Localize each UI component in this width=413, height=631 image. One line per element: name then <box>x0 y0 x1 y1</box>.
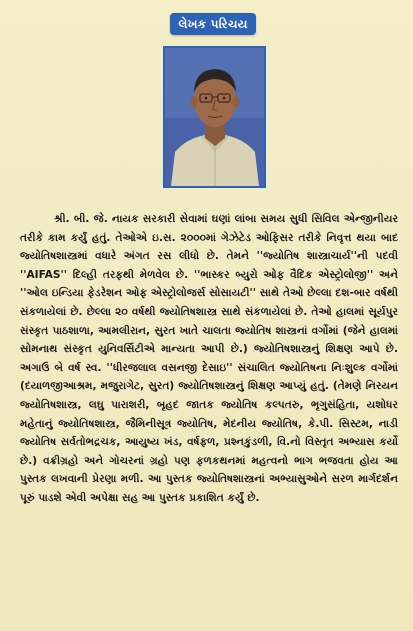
section-title-badge <box>170 13 256 35</box>
author-photo <box>163 46 266 188</box>
author-bio-paragraph: શ્રી. બી. જે. નાયક સરકારી સેવામાં ઘણાં લાંબા સમય સુધી સિવિલ એન્જીનીયર તરીકે કામ કર્યું હતું. તેઓએ ઇ.સ. ૨૦૦૦માં ગેઝેટેડ ઓફિસર તરીકે નિવૃત્ત થયા બાદ જ્યોતિષશાસ્ત્રમાં વધારે અંગત રસ લીધો છે. તેમને ''જ્યોતિષ શાસ્ત્રાચાર્ય''ની પદવી ''AIFAS'' દિલ્હી તરફથી મેળવેલ છે. ''ભાસ્કર બ્યુરો ઓફ વૈદિક એસ્ટ્રોલોજી'' અને ''ઓલ ઇન્ડિયા ફેડરેશન ઓફ એસ્ટ્રોલોજર્સ સોસાયટી'' સાથે તેઓ છેલ્લા દશ-બાર વર્ષથી સંકળાયેલાં છે. છેલ્લા ૨૦ વર્ષથી જ્યોતિષશાસ્ત્ર સાથે સંકળાયેલાં છે. તેઓ હાલમાં સૂર્યપુર સંસ્કૃત પાઠશાળા, આમલીરાન, સુરત ખાતે ચાલતા જ્યોતિષ શાસ્ત્રનાં વર્ગોમાં (જેને હાલમાં સોમનાથ સંસ્કૃત યુનિવર્સિટીએ માન્યતા આપી છે.) જ્યોતિષશાસ્ત્રનું શિક્ષણ આપે છે. અગાઉ બે વર્ષ સ્વ. ''ધીરજલાલ વસનજી દેસાઇ'' સંચાલિત જ્યોતિષના નિઃશુલ્ક વર્ગોમાં (દયાળજીઆશ્રમ, મજુરાગેટ, સુરત) જ્યોતિષશાસ્ત્રનું શિક્ષણ આપ્યું હતું. (તેમણે નિરયન જ્યોતિષશાસ્ત્ર, લઘુ પારાશરી, બૃહદ જાતક જ્યોતિષ કલ્પતરુ, ભૃગુસંહિતા, યશોધર મહેતાનું જ્યોતિષશાસ્ત્ર, જૈમિનીસૂત્ર જ્યોતિષ, મેદનીય જ્યોતિષ, કે.પી. સિસ્ટમ, નાડી જ્યોતિષ સર્વતોભદ્રચક, આયુષ્ય ખંડ, વર્ષફળ, પ્રશ્નકુંડળી, વિ.નો વિસ્તૃત અભ્યાસ કર્યો છે.) વક્રીગ્રહો અને ગોચરનાં ગ્રહો પણ ફળકથનમાં મહત્વનો ભાગ ભજવતા હોય આ પુસ્તક લખવાની પ્રેરણા મળી. આ પુસ્તક જ્યોતિષશાસ્ત્રનાં અભ્યાસુઓને સરળ માર્ગદર્શન પૂરું પાડશે એવી અપેક્ષા સહ આ પુસ્તક પ્રકાશિત કર્યું છે. <box>20 213 398 504</box>
section-title: લેખક પરિચય <box>178 16 248 31</box>
author-portrait-image <box>165 48 264 186</box>
author-bio <box>20 210 398 508</box>
